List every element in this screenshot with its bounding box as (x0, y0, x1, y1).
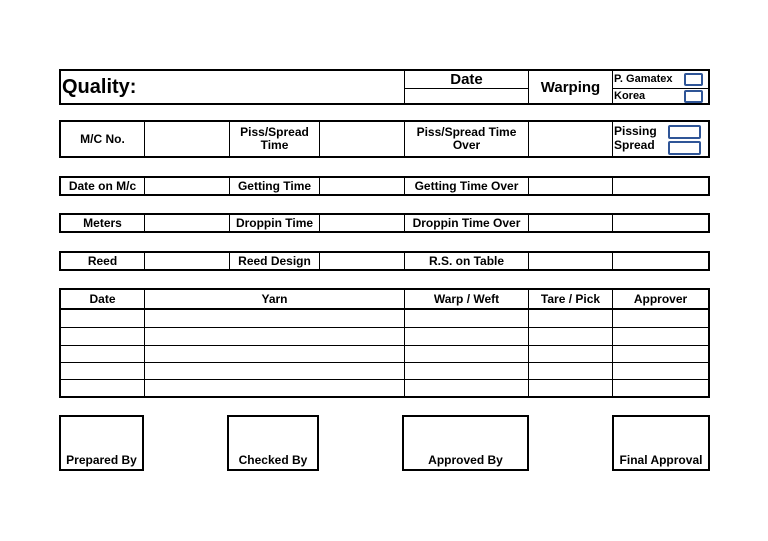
quality-label: Quality: (62, 75, 137, 98)
date-row-extra-field[interactable] (613, 178, 708, 194)
reed-row-extra-field[interactable] (613, 253, 708, 269)
p-gamatex-checkbox[interactable] (684, 73, 703, 86)
option-korea-label: Korea (614, 89, 646, 102)
rs-on-table-field[interactable] (529, 253, 612, 269)
mc-row (59, 120, 710, 158)
getting-time-field[interactable] (320, 178, 404, 194)
warping-label: Warping (540, 78, 601, 96)
table-row[interactable] (61, 363, 708, 379)
checked-by-box[interactable] (227, 415, 319, 471)
reed-field[interactable] (145, 253, 229, 269)
reed-row (59, 251, 710, 271)
mc-no-field[interactable] (145, 122, 229, 156)
getting-time-over-field[interactable] (529, 178, 612, 194)
column-header-tare-pick: Tare / Pick (540, 291, 601, 306)
meters-label: Meters (83, 215, 122, 230)
reed-label: Reed (87, 253, 118, 268)
column-header-date: Date (89, 291, 116, 306)
final-approval-label: Final Approval (619, 453, 703, 467)
mc-no-label: M/C No. (80, 131, 125, 146)
checked-by-label: Checked By (238, 453, 308, 467)
date-on-mc-field[interactable] (145, 178, 229, 194)
header-box (59, 69, 710, 105)
divider (612, 71, 613, 103)
divider (612, 122, 613, 156)
approved-by-label: Approved By (428, 453, 503, 467)
getting-time-label: Getting Time (237, 178, 312, 193)
meters-row (59, 213, 710, 233)
date-row (59, 176, 710, 196)
column-header-warp-weft: Warp / Weft (433, 291, 500, 306)
prepared-by-box[interactable] (59, 415, 144, 471)
getting-time-over-label: Getting Time Over (414, 178, 519, 193)
droppin-time-over-field[interactable] (529, 215, 612, 231)
final-approval-box[interactable] (612, 415, 710, 471)
reed-design-label: Reed Design (238, 253, 311, 268)
spread-checkbox[interactable] (668, 141, 701, 155)
piss-spread-time-over-field[interactable] (529, 122, 612, 156)
droppin-time-label: Droppin Time (235, 215, 314, 230)
reed-design-field[interactable] (320, 253, 404, 269)
piss-spread-time-label: Piss/Spread Time (240, 125, 309, 152)
meters-field[interactable] (145, 215, 229, 231)
spread-label: Spread (614, 137, 655, 152)
pissing-checkbox[interactable] (668, 125, 701, 139)
table-row[interactable] (61, 380, 708, 396)
option-p-gamatex-label: P. Gamatex (614, 73, 673, 85)
korea-checkbox[interactable] (684, 90, 703, 103)
date-on-mc-label: Date on M/c (68, 178, 137, 193)
approved-by-box[interactable] (402, 415, 529, 471)
column-header-approver: Approver (633, 291, 688, 306)
date-value-field[interactable] (405, 89, 528, 103)
piss-spread-time-field[interactable] (320, 122, 404, 156)
table-row[interactable] (61, 310, 708, 327)
date-label: Date (450, 71, 483, 88)
prepared-by-label: Prepared By (66, 453, 137, 467)
table-row[interactable] (61, 328, 708, 345)
piss-spread-time-over-label: Piss/Spread Time Over (416, 125, 517, 152)
droppin-time-field[interactable] (320, 215, 404, 231)
yarn-table (59, 288, 710, 398)
rs-on-table-label: R.S. on Table (428, 253, 505, 268)
table-row[interactable] (61, 346, 708, 362)
meters-row-extra-field[interactable] (613, 215, 708, 231)
pissing-label: Pissing (614, 123, 657, 138)
droppin-time-over-label: Droppin Time Over (412, 215, 521, 230)
column-header-yarn: Yarn (261, 291, 288, 306)
